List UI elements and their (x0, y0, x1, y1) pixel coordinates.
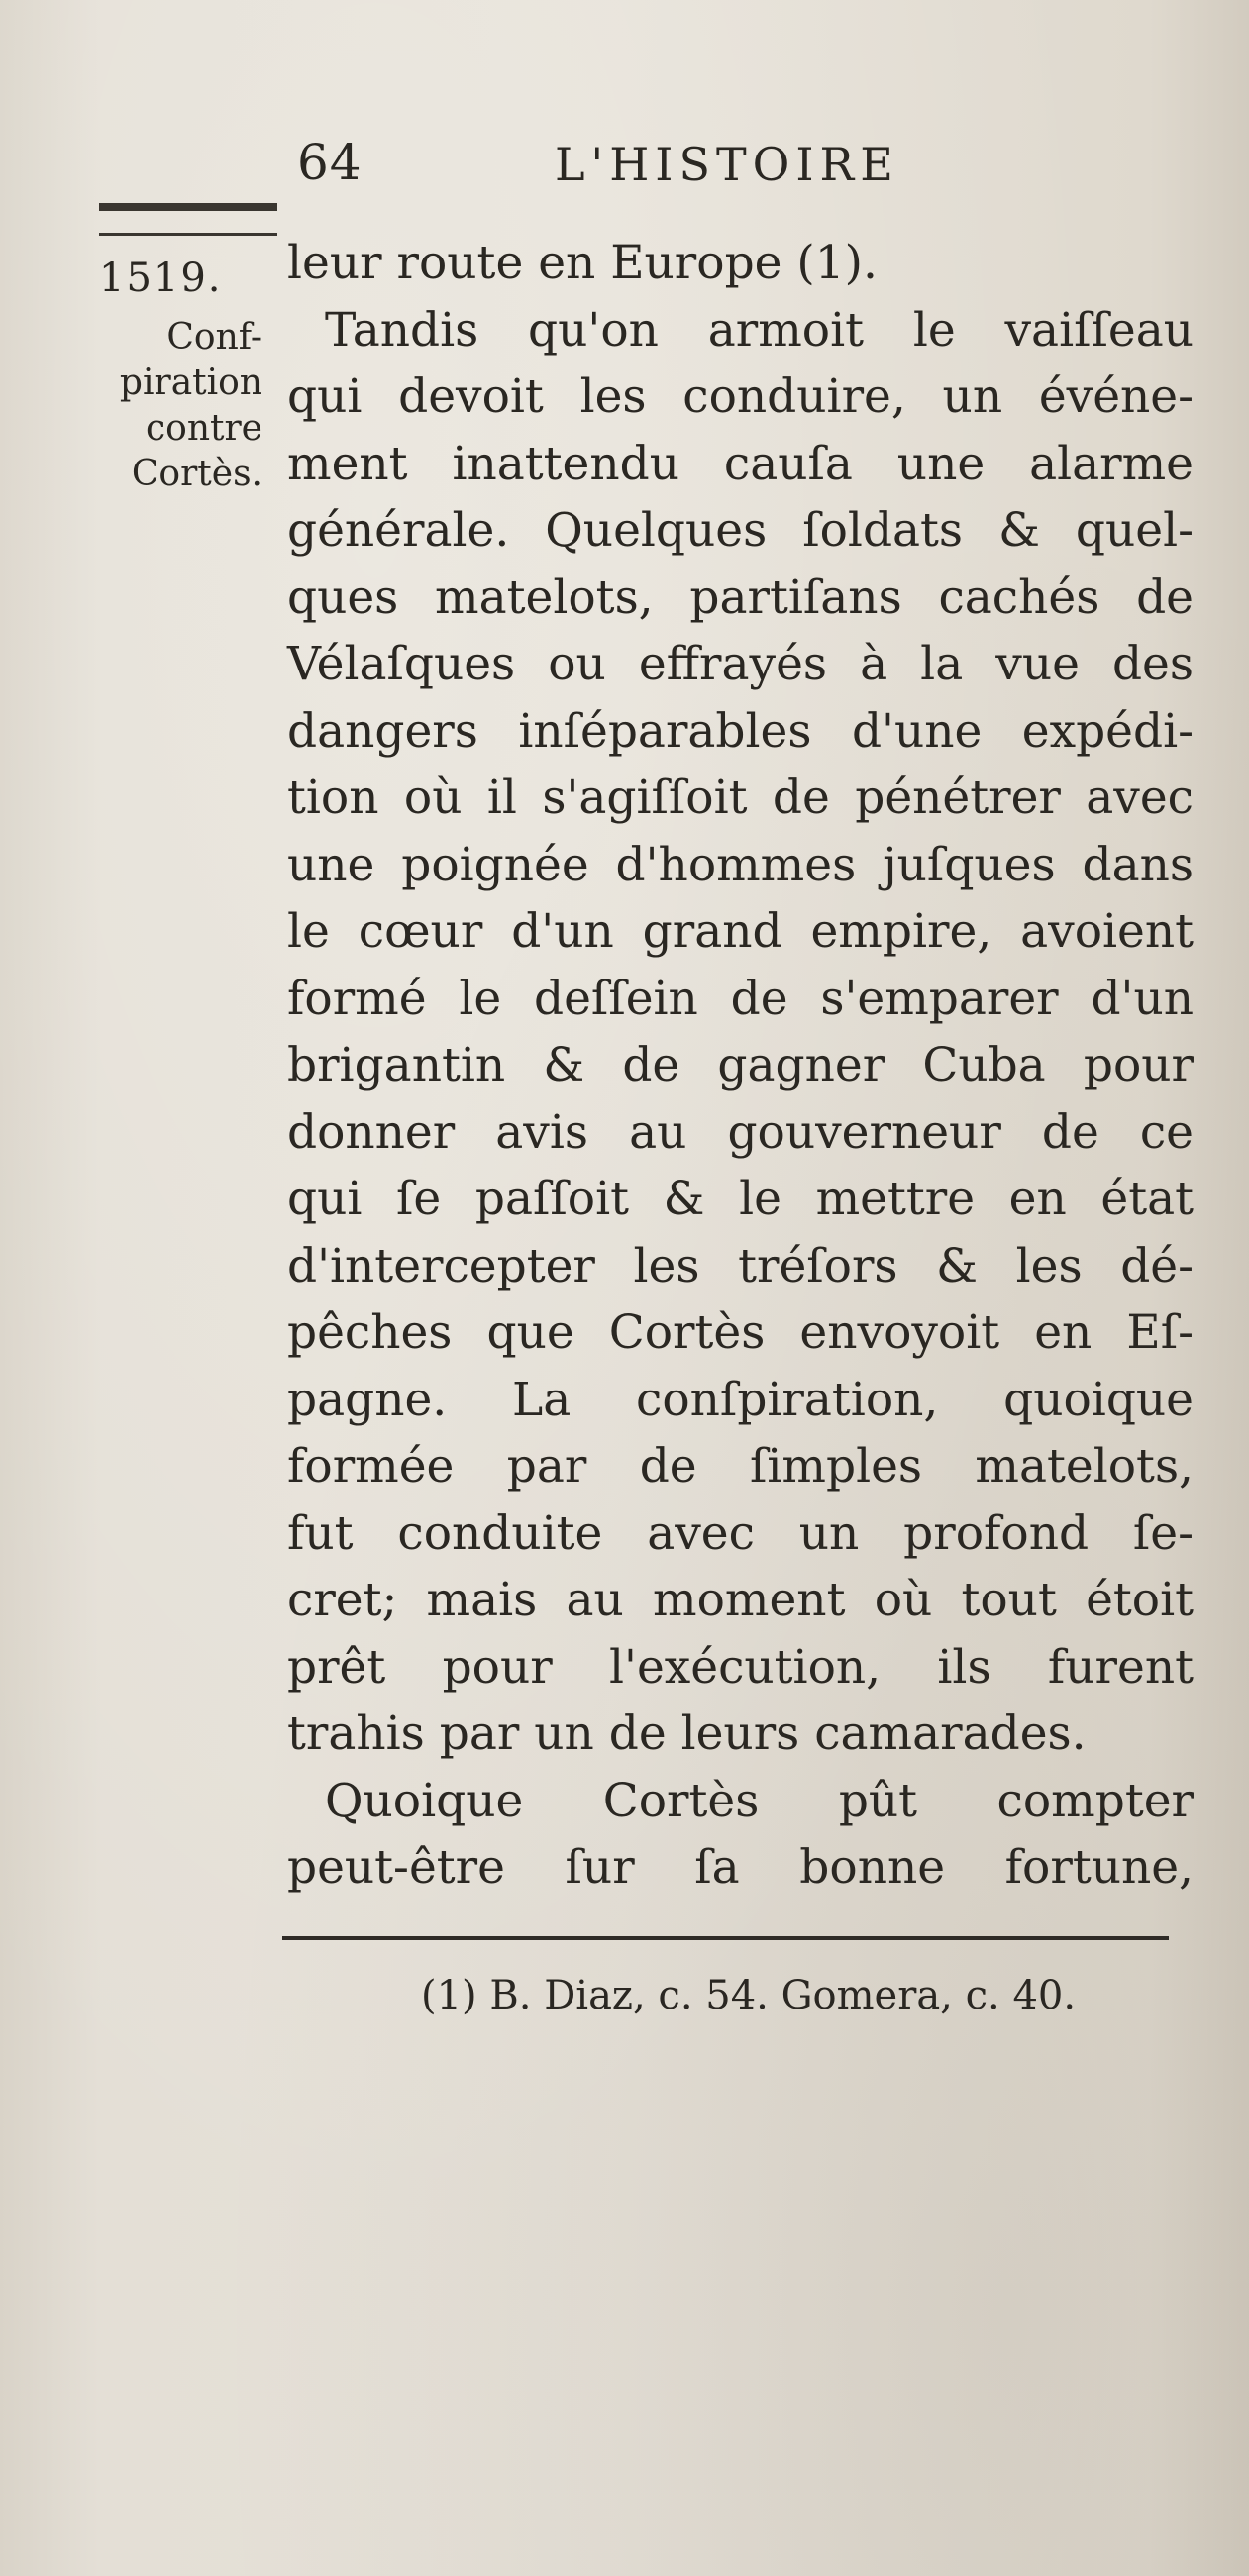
text-line: cret; mais au moment où tout étoit (287, 1573, 1194, 1627)
footnote-rule (282, 1936, 1169, 1940)
text-line: Tandis qu'on armoit le vaiſſeau (325, 302, 1194, 358)
text-line: formée par de ſimples matelots, (287, 1439, 1194, 1494)
text-line: pagne. La conſpiration, quoique (287, 1372, 1194, 1427)
text-line: d'intercepter les tréſors & les dé- (287, 1238, 1194, 1293)
margin-note-line: contre (145, 408, 262, 449)
head-rule-thick (99, 203, 277, 211)
text-line: pêches que Cortès envoyoit en Eſ- (287, 1305, 1194, 1360)
footnote: (1) B. Diaz, c. 54. Gomera, c. 40. (421, 1973, 1077, 2018)
text-line: qui devoit les conduire, un événe- (287, 369, 1194, 424)
text-line: leur route en Europe (1). (287, 236, 878, 290)
margin-note-line: Conf- (166, 317, 262, 358)
text-line: dangers inſéparables d'une expédi- (287, 703, 1194, 759)
text-line: formé le deſſein de s'emparer d'un (287, 971, 1194, 1026)
text-line: tion où il s'agiſſoit de pénétrer avec (287, 771, 1194, 825)
head-rule-thin (99, 233, 277, 236)
text-line: générale. Quelques ſoldats & quel- (287, 503, 1194, 558)
margin-note-line: piration (119, 362, 262, 403)
text-line: le cœur d'un grand empire, avoient (287, 904, 1194, 959)
text-line: ment inattendu cauſa une alarme (287, 436, 1194, 491)
text-line: fut conduite avec un profond ſe- (287, 1505, 1194, 1561)
margin-note-line: Cortès. (131, 454, 262, 494)
text-line: donner avis au gouverneur de ce (287, 1104, 1194, 1160)
text-line: Vélaſques ou effrayés à la vue des (287, 637, 1194, 691)
text-line: une poignée d'hommes juſques dans (287, 837, 1194, 892)
text-line: brigantin & de gagner Cuba pour (287, 1038, 1194, 1092)
text-line: Quoique Cortès pût compter (325, 1773, 1194, 1828)
margin-note (79, 315, 262, 497)
text-line: ques matelots, partiſans cachés de (287, 569, 1194, 625)
running-head (297, 134, 990, 203)
text-line: peut-être ſur ſa bonne fortune, (287, 1840, 1194, 1895)
text-line: prêt pour l'exécution, ils furent (287, 1639, 1194, 1695)
running-title: L'HISTOIRE (555, 138, 899, 191)
margin-year: 1519. (99, 256, 223, 301)
text-line: qui ſe paſſoit & le mettre en état (287, 1172, 1194, 1226)
body-text (287, 230, 1194, 1902)
page-number: 64 (297, 134, 363, 191)
text-line: trahis par un de leurs camarades. (287, 1706, 1087, 1761)
